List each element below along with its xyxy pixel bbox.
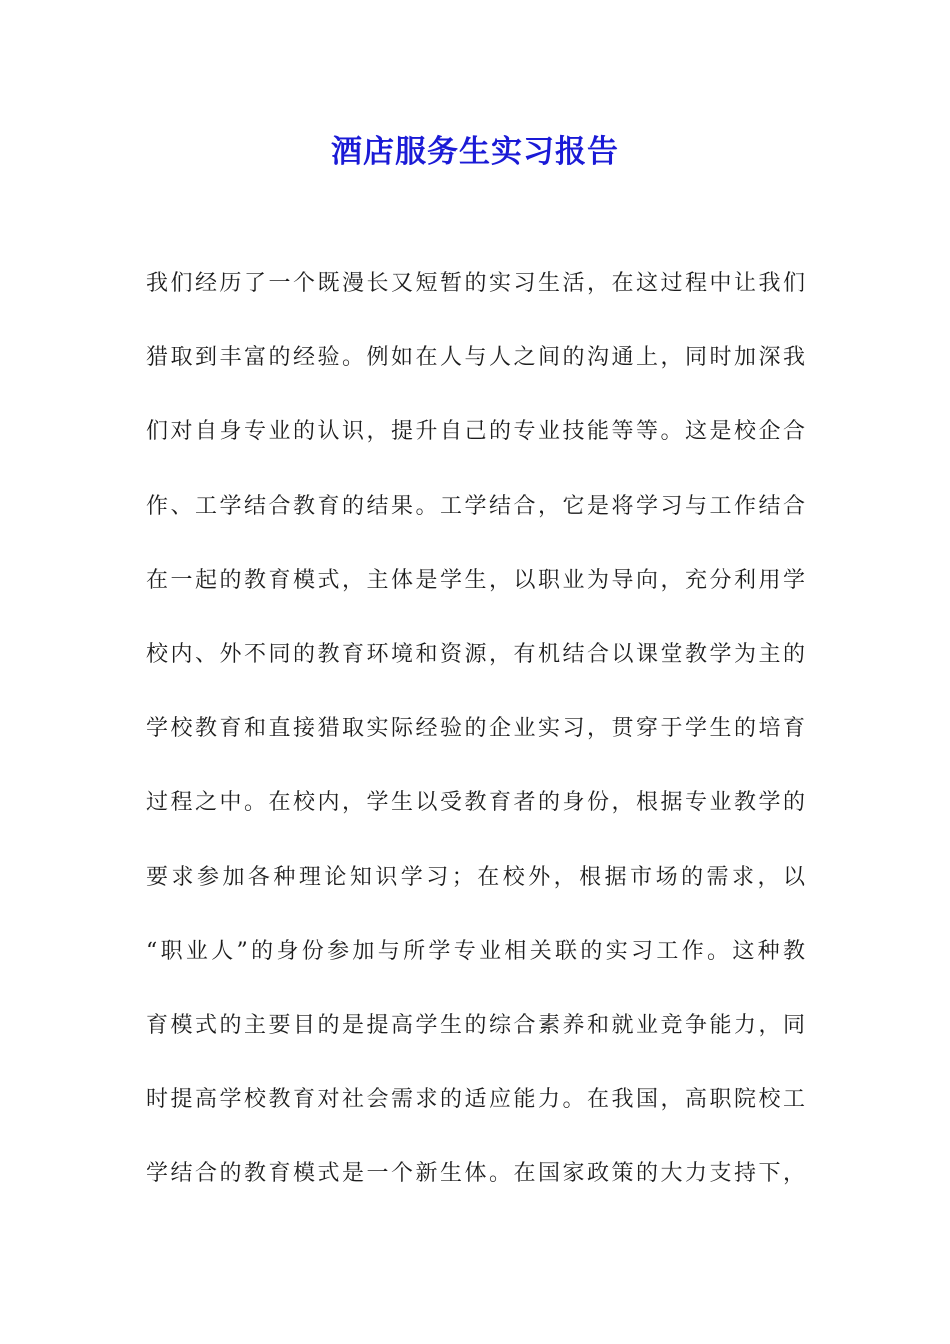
body-line-3: 们对自身专业的认识，提升自己的专业技能等等。这是校企合	[146, 419, 806, 445]
body-line-1: 我们经历了一个既漫长又短暂的实习生活，在这过程中让我们	[146, 271, 806, 296]
body-line-13: 学结合的教育模式是一个新生体。在国家政策的大力支持下，	[146, 1161, 806, 1187]
body-line-7: 学校教育和直接猎取实际经验的企业实习，贯穿于学生的培育	[146, 716, 806, 742]
body-line-10: “职业人”的身份参加与所学专业相关联的实习工作。这种教	[146, 938, 806, 964]
body-line-6: 校内、外不同的教育环境和资源，有机结合以课堂教学为主的	[146, 641, 806, 667]
document-title: 酒店服务生实习报告	[331, 134, 619, 170]
body-line-11: 育模式的主要目的是提高学生的综合素养和就业竞争能力，同	[146, 1012, 806, 1038]
body-line-2: 猎取到丰富的经验。例如在人与人之间的沟通上，同时加深我	[146, 345, 806, 371]
body-line-4: 作、工学结合教育的结果。工学结合，它是将学习与工作结合	[146, 493, 806, 519]
body-line-8: 过程之中。在校内，学生以受教育者的身份，根据专业教学的	[146, 790, 806, 816]
document-body	[146, 264, 806, 1228]
body-line-9: 要求参加各种理论知识学习；在校外，根据市场的需求，以	[146, 864, 806, 890]
body-line-5: 在一起的教育模式，主体是学生，以职业为导向，充分利用学	[146, 567, 806, 593]
body-line-12: 时提高学校教育对社会需求的适应能力。在我国，高职院校工	[146, 1087, 806, 1113]
